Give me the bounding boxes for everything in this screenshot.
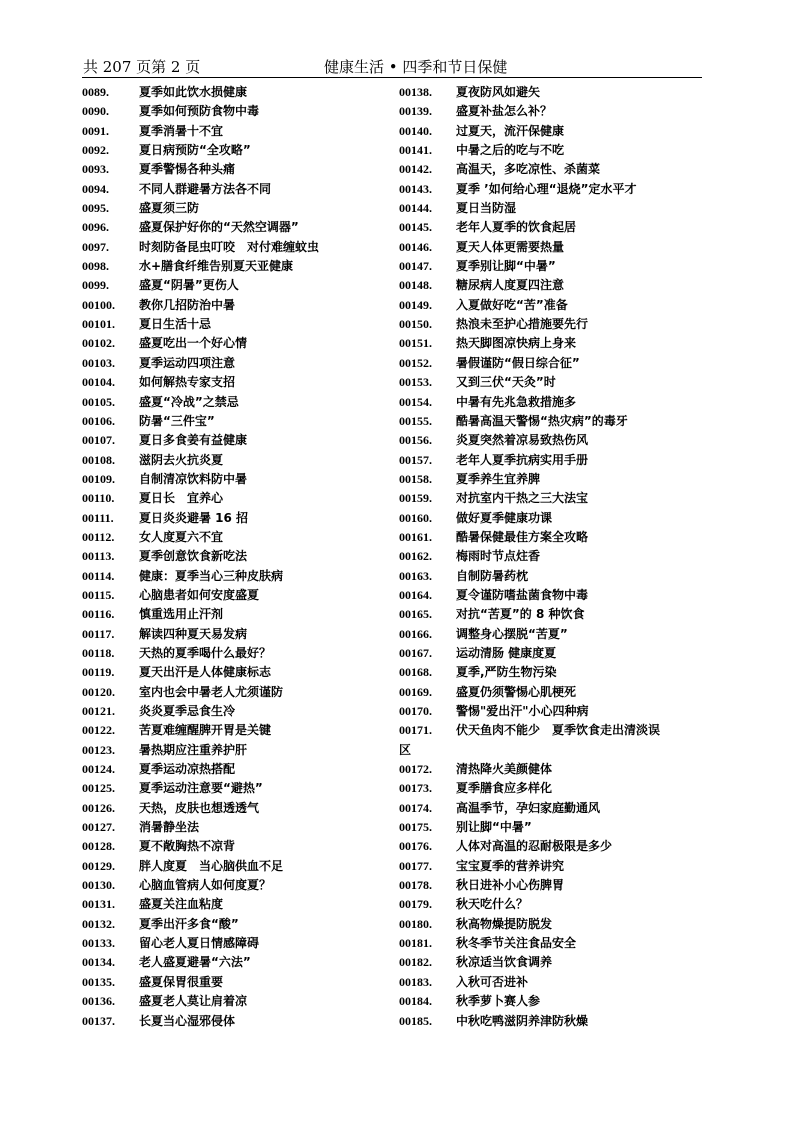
entry-title: 炎夏突然着凉易致热伤风	[456, 433, 589, 448]
entry-number: 00100.	[82, 297, 115, 312]
entry-number: 00101.	[82, 317, 115, 332]
toc-entry	[82, 702, 388, 721]
entry-number: 00156.	[399, 433, 432, 448]
page-header	[82, 56, 704, 78]
entry-number: 00137.	[82, 1013, 115, 1028]
entry-title: 梅雨时节点炷香	[456, 549, 541, 564]
entry-title: 夏季膳食应多样化	[456, 781, 553, 796]
entry-number: 00165.	[399, 607, 432, 622]
entry-number: 0094.	[82, 181, 109, 196]
entry-number: 00167.	[399, 645, 432, 660]
toc-entry	[82, 799, 388, 818]
entry-number: 00147.	[399, 259, 432, 274]
entry-title: 夏季警惕各种头痛	[139, 162, 236, 177]
toc-entry	[399, 702, 704, 721]
toc-entry	[399, 238, 704, 257]
entry-number: 00134.	[82, 955, 115, 970]
entry-title: 夏季如此饮水损健康	[139, 85, 248, 99]
toc-entry	[399, 470, 704, 489]
entry-number: 00160.	[399, 510, 432, 525]
toc-entry	[82, 180, 388, 199]
entry-title: 健康：夏季当心三种皮肤病	[139, 568, 284, 583]
entry-number: 00111.	[82, 510, 114, 525]
toc-entry	[82, 276, 388, 295]
entry-title: 暑假谨防“假日综合征”	[456, 355, 580, 370]
toc-entry	[399, 373, 704, 392]
entry-title: 夏季运动凉热搭配	[139, 762, 236, 777]
entry-number: 00178.	[399, 878, 432, 893]
entry-number: 0099.	[82, 278, 109, 293]
entry-number: 00139.	[399, 104, 432, 119]
entry-number: 00177.	[399, 858, 432, 873]
toc-entry	[82, 663, 388, 682]
entry-number: 00159.	[399, 491, 432, 506]
entry-title: 老年人夏季的饮食起居	[456, 220, 577, 235]
entry-title: 盛夏保护好你的“天然空调器”	[139, 220, 299, 235]
entry-title: 女人度夏六不宜	[139, 529, 224, 544]
toc-entry	[82, 1012, 388, 1031]
entry-number: 00131.	[82, 897, 115, 912]
entry-number: 00143.	[399, 181, 432, 196]
entry-number: 00124.	[82, 762, 115, 777]
entry-number: 00102.	[82, 336, 115, 351]
entry-number: 0098.	[82, 259, 109, 274]
entry-number: 0093.	[82, 162, 109, 177]
toc-entry	[399, 412, 704, 431]
entry-title: 盛夏仍须警惕心肌梗死	[456, 684, 577, 699]
entry-number: 00180.	[399, 916, 432, 931]
toc-entry	[82, 431, 388, 450]
entry-number: 00103.	[82, 355, 115, 370]
entry-number: 0090.	[82, 104, 109, 119]
entry-number: 00148.	[399, 278, 432, 293]
entry-title: 夏季如何预防食物中毒	[139, 104, 260, 119]
entry-title: 运动清肠 健康度夏	[456, 645, 557, 660]
toc-entry	[399, 857, 704, 876]
entry-number: 00130.	[82, 878, 115, 893]
entry-title: 自制清凉饮料防中暑	[139, 471, 248, 486]
toc-entry	[399, 451, 704, 470]
entry-title: 盛夏“冷战”之禁忌	[139, 394, 239, 409]
entry-number: 00152.	[399, 355, 432, 370]
toc-entry	[399, 315, 704, 334]
toc-entry	[399, 393, 704, 412]
entry-title: 夏季别让脚“中暑”	[456, 259, 556, 274]
toc-entry	[82, 470, 388, 489]
entry-number: 00128.	[82, 839, 115, 854]
entry-title: 如何解热专家支招	[139, 375, 236, 390]
entry-number: 00158.	[399, 471, 432, 486]
entry-title: 盛夏吃出一个好心情	[139, 336, 248, 351]
toc-entry	[82, 102, 388, 121]
entry-title: 夏日炎炎避暑 16 招	[139, 510, 249, 525]
entry-title: 水+膳食纤维告别夏天亚健康	[139, 259, 294, 274]
toc-entry	[399, 334, 704, 353]
toc-entry	[82, 876, 388, 895]
entry-number: 00104.	[82, 375, 115, 390]
toc-right-column	[399, 83, 704, 1031]
toc-entry	[82, 837, 388, 856]
entry-number: 00162.	[399, 549, 432, 564]
toc-entry	[82, 238, 388, 257]
entry-number: 00126.	[82, 800, 115, 815]
toc-entry	[82, 528, 388, 547]
entry-number: 00110.	[82, 491, 115, 506]
entry-title: 入秋可否进补	[456, 974, 529, 989]
entry-title: 对抗室内干热之三大法宝	[456, 491, 589, 506]
entry-number: 00171.	[399, 723, 432, 738]
toc-entry	[82, 257, 388, 276]
entry-title: 天热的夏季喝什么最好？	[139, 645, 272, 660]
toc-entry	[399, 818, 704, 837]
toc-entry	[82, 547, 388, 566]
entry-number: 00183.	[399, 974, 432, 989]
entry-number: 00163.	[399, 568, 432, 583]
entry-number: 00107.	[82, 433, 115, 448]
entry-title: 夏日当防湿	[456, 201, 517, 216]
entry-title-continuation: 区	[399, 742, 412, 757]
toc-entry	[399, 663, 704, 682]
entry-title: 暑热期应注重养护肝	[139, 742, 248, 757]
entry-title: 夏天出汗是人体健康标志	[139, 665, 272, 680]
entry-number: 00149.	[399, 297, 432, 312]
toc-entry	[82, 721, 388, 740]
entry-title: 热浪未至护心措施要先行	[456, 317, 589, 332]
entry-title: 秋天吃什么？	[456, 897, 529, 912]
toc-entry	[82, 586, 388, 605]
entry-number: 00145.	[399, 220, 432, 235]
toc-entry	[82, 218, 388, 237]
entry-title: 中暑有先兆急救措施多	[456, 394, 577, 409]
entry-title: 老年人夏季抗病实用手册	[456, 452, 589, 467]
toc-entry	[399, 489, 704, 508]
toc-entry	[399, 760, 704, 779]
entry-number: 00127.	[82, 820, 115, 835]
toc-entry	[399, 160, 704, 179]
toc-entry	[82, 915, 388, 934]
toc-entry	[399, 547, 704, 566]
entry-title: 自制防暑药枕	[456, 568, 529, 583]
entry-number: 00169.	[399, 684, 432, 699]
toc-entry	[399, 644, 704, 663]
toc-entry	[82, 760, 388, 779]
toc-entry	[82, 509, 388, 528]
entry-title: 夏日病预防“全攻略”	[139, 143, 251, 158]
entry-number: 0092.	[82, 143, 109, 158]
toc-entry	[399, 934, 704, 953]
entry-number: 00173.	[399, 781, 432, 796]
toc-entry	[82, 334, 388, 353]
toc-entry	[399, 837, 704, 856]
toc-entry	[399, 141, 704, 160]
toc-entry	[399, 257, 704, 276]
entry-title: 高温天，多吃凉性、杀菌菜	[456, 162, 601, 177]
toc-entry	[399, 895, 704, 914]
toc-entry	[82, 683, 388, 702]
entry-number: 00182.	[399, 955, 432, 970]
entry-title: 盛夏保胃很重要	[139, 974, 224, 989]
page-info: 共 207 页第 2 页	[83, 58, 201, 76]
entry-number: 00174.	[399, 800, 432, 815]
entry-title: 酷暑高温天警惕“热灾病”的毒牙	[456, 413, 628, 428]
entry-number: 00157.	[399, 452, 432, 467]
entry-number: 00123.	[82, 742, 115, 757]
toc-entry	[399, 799, 704, 818]
toc-entry	[399, 683, 704, 702]
entry-title: 夏季 ’如何给心理“退烧”定水平才	[456, 181, 637, 196]
entry-title: 苦夏难缠醒脾开胃是关键	[139, 723, 272, 738]
entry-title: 秋凉适当饮食调养	[456, 955, 553, 970]
entry-title: 夏日生活十忌	[139, 317, 212, 332]
entry-number: 00151.	[399, 336, 432, 351]
entry-title: 长夏当心湿邪侵体	[139, 1013, 236, 1028]
entry-title: 夏夜防风如避矢	[456, 85, 541, 99]
entry-title: 又到三伏“天灸”时	[456, 375, 556, 390]
entry-title: 炎炎夏季忌食生冷	[139, 704, 236, 718]
entry-number: 00115.	[82, 587, 115, 602]
toc-entry	[82, 973, 388, 992]
toc-entry	[82, 992, 388, 1011]
entry-number: 00105.	[82, 394, 115, 409]
entry-title: 老人盛夏避暑“六法”	[139, 955, 251, 970]
toc-entry	[399, 973, 704, 992]
toc-entry	[82, 741, 388, 760]
entry-title: 夏季养生宜养脾	[456, 471, 541, 486]
toc-entry	[82, 83, 388, 102]
entry-title: 夏季消暑十不宜	[139, 123, 224, 138]
entry-title: 夏季运动四项注意	[139, 355, 236, 370]
entry-number: 00120.	[82, 684, 115, 699]
entry-number: 00117.	[82, 626, 115, 641]
entry-number: 00122.	[82, 723, 115, 738]
entry-number: 00114.	[82, 568, 115, 583]
toc-entry	[399, 605, 704, 624]
entry-title: 热天脚图凉快病上身来	[456, 336, 577, 351]
entry-title: 中暑之后的吃与不吃	[456, 143, 565, 158]
entry-number: 0095.	[82, 201, 109, 216]
toc-entry	[399, 528, 704, 547]
document-page	[82, 56, 704, 1028]
toc-entry	[399, 431, 704, 450]
toc-entry	[82, 779, 388, 798]
entry-title: 高温季节，孕妇家庭勤通风	[456, 800, 601, 815]
entry-number: 0097.	[82, 239, 109, 254]
toc-entry	[82, 818, 388, 837]
toc-entry	[399, 102, 704, 121]
entry-title: 别让脚“中暑”	[456, 820, 532, 835]
entry-number: 0089.	[82, 85, 109, 99]
entry-title: 盛夏“阴暑”更伤人	[139, 278, 239, 293]
entry-title: 夏不敞胸热不凉背	[139, 839, 236, 854]
toc-entry	[82, 625, 388, 644]
toc-entry	[82, 296, 388, 315]
entry-number: 00161.	[399, 529, 432, 544]
entry-number: 00132.	[82, 916, 115, 931]
entry-number: 00166.	[399, 626, 432, 641]
entry-number: 00119.	[82, 665, 115, 680]
entry-title: 夏令谨防嗜盐菌食物中毒	[456, 587, 589, 602]
toc-entry	[399, 218, 704, 237]
entry-title: 盛夏补盐怎么补？	[456, 104, 553, 119]
toc-entry	[82, 644, 388, 663]
entry-number: 00116.	[82, 607, 115, 622]
toc-entry	[399, 122, 704, 141]
entry-title: 教你几招防治中暑	[139, 297, 236, 312]
entry-title: 夏季运动注意要“避热”	[139, 781, 263, 796]
entry-title: 慎重选用止汗剂	[139, 607, 224, 622]
entry-title: 秋高物燥提防脱发	[456, 916, 553, 931]
entry-number: 00168.	[399, 665, 432, 680]
toc-entry	[399, 199, 704, 218]
toc-entry	[82, 393, 388, 412]
entry-number: 00113.	[82, 549, 115, 564]
entry-title: 时刻防备昆虫叮咬 对付难缠蚊虫	[139, 239, 320, 254]
toc-entry	[82, 373, 388, 392]
toc-entry	[399, 509, 704, 528]
entry-title: 夏季,严防生物污染	[456, 665, 557, 680]
entry-number: 00179.	[399, 897, 432, 912]
entry-title: 夏日长 宜养心	[139, 491, 224, 506]
toc-entry	[82, 160, 388, 179]
toc-entry	[399, 276, 704, 295]
entry-title: 过夏天，流汗保健康	[456, 123, 565, 138]
toc-entry	[399, 876, 704, 895]
entry-number: 00155.	[399, 413, 432, 428]
entry-title: 天热，皮肤也想透透气	[139, 800, 260, 815]
toc-entry	[399, 625, 704, 644]
entry-title: 宝宝夏季的营养讲究	[456, 858, 565, 873]
entry-title: 清热降火美颜健体	[456, 762, 553, 777]
entry-title: 室内也会中暑老人尤须谨防	[139, 684, 284, 699]
entry-title: 夏天人体更需要热量	[456, 239, 565, 254]
toc-entry	[82, 412, 388, 431]
entry-number: 00121.	[82, 704, 115, 718]
entry-title: 心脑血管病人如何度夏？	[139, 878, 272, 893]
entry-number: 00142.	[399, 162, 432, 177]
toc-entry	[399, 992, 704, 1011]
toc-entry	[399, 567, 704, 586]
toc-entry	[82, 451, 388, 470]
entry-number: 00150.	[399, 317, 432, 332]
toc-entry	[399, 180, 704, 199]
entry-title: 胖人度夏 当心脑供血不足	[139, 858, 284, 873]
entry-title: 留心老人夏日情感障碍	[139, 936, 260, 951]
toc-entry	[82, 122, 388, 141]
entry-title: 不同人群避暑方法各不同	[139, 181, 272, 196]
entry-number: 0096.	[82, 220, 109, 235]
toc-left-column	[82, 83, 388, 1031]
toc-entry	[82, 857, 388, 876]
entry-title: 糖尿病人度夏四注意	[456, 278, 565, 293]
toc-entry	[399, 586, 704, 605]
entry-number: 00140.	[399, 123, 432, 138]
entry-title: 滋阴去火抗炎夏	[139, 452, 224, 467]
entry-title: 警惕"爱出汗"小心四种病	[456, 704, 589, 718]
entry-number: 00185.	[399, 1013, 432, 1028]
toc-entry	[82, 199, 388, 218]
toc-entry	[82, 489, 388, 508]
entry-number: 00136.	[82, 994, 115, 1009]
entry-title: 做好夏季健康功课	[456, 510, 553, 525]
entry-title: 盛夏老人莫让肩着凉	[139, 994, 248, 1009]
entry-title: 秋冬季节关注食品安全	[456, 936, 577, 951]
toc-entry	[399, 354, 704, 373]
toc-entry	[399, 1012, 704, 1031]
entry-title: 入夏做好吃“苦”准备	[456, 297, 568, 312]
entry-title: 防暑“三件宝”	[139, 413, 215, 428]
toc-entry	[82, 354, 388, 373]
toc-entry	[82, 953, 388, 972]
entry-title: 夏季创意饮食新吃法	[139, 549, 248, 564]
entry-number: 00138.	[399, 85, 432, 99]
entry-title: 秋季萝卜赛人参	[456, 994, 541, 1009]
entry-number: 00129.	[82, 858, 115, 873]
toc-entry	[399, 779, 704, 798]
toc-entry	[399, 296, 704, 315]
entry-title: 心脑患者如何安度盛夏	[139, 587, 260, 602]
entry-title: 人体对高温的忍耐极限是多少	[456, 839, 613, 854]
header-rule	[82, 77, 702, 78]
entry-title: 解读四种夏天易发病	[139, 626, 248, 641]
entry-number: 00144.	[399, 201, 432, 216]
entry-title: 夏日多食姜有益健康	[139, 433, 248, 448]
toc-entry	[399, 721, 704, 740]
entry-number: 00112.	[82, 529, 115, 544]
entry-number: 00164.	[399, 587, 432, 602]
entry-title: 中秋吃鸭滋阴养津防秋燥	[456, 1013, 589, 1028]
entry-number: 00125.	[82, 781, 115, 796]
entry-title: 秋日进补小心伤脾胃	[456, 878, 565, 893]
entry-number: 00175.	[399, 820, 432, 835]
entry-number: 00170.	[399, 704, 432, 718]
entry-number: 00118.	[82, 645, 115, 660]
entry-title: 伏天鱼肉不能少 夏季饮食走出清淡误	[456, 723, 661, 738]
entry-number: 00154.	[399, 394, 432, 409]
entry-number: 00176.	[399, 839, 432, 854]
entry-number: 00141.	[399, 143, 432, 158]
entry-number: 00172.	[399, 762, 432, 777]
entry-number: 00133.	[82, 936, 115, 951]
entry-number: 00146.	[399, 239, 432, 254]
entry-number: 00184.	[399, 994, 432, 1009]
toc-entry	[399, 915, 704, 934]
book-title: 健康生活 • 四季和节日保健	[324, 58, 508, 76]
toc-entry	[82, 895, 388, 914]
entry-number: 00108.	[82, 452, 115, 467]
entry-number: 00181.	[399, 936, 432, 951]
toc-entry	[82, 567, 388, 586]
entry-title: 酷暑保健最佳方案全攻略	[456, 529, 589, 544]
toc-entry	[82, 315, 388, 334]
entry-title: 盛夏关注血粘度	[139, 897, 224, 912]
entry-number: 00153.	[399, 375, 432, 390]
entry-number: 00135.	[82, 974, 115, 989]
toc-entry	[82, 141, 388, 160]
entry-title: 盛夏须三防	[139, 201, 200, 216]
toc-entry	[82, 934, 388, 953]
entry-title: 调整身心摆脱“苦夏”	[456, 626, 568, 641]
toc-entry	[399, 83, 704, 102]
toc-entry	[82, 605, 388, 624]
toc-entry	[399, 953, 704, 972]
entry-number: 00109.	[82, 471, 115, 486]
entry-title: 对抗“苦夏”的 8 种饮食	[456, 607, 585, 622]
entry-number: 00106.	[82, 413, 115, 428]
entry-title: 消暑静坐法	[139, 820, 200, 835]
entry-title: 夏季出汗多食“酸”	[139, 916, 239, 931]
entry-number: 0091.	[82, 123, 109, 138]
